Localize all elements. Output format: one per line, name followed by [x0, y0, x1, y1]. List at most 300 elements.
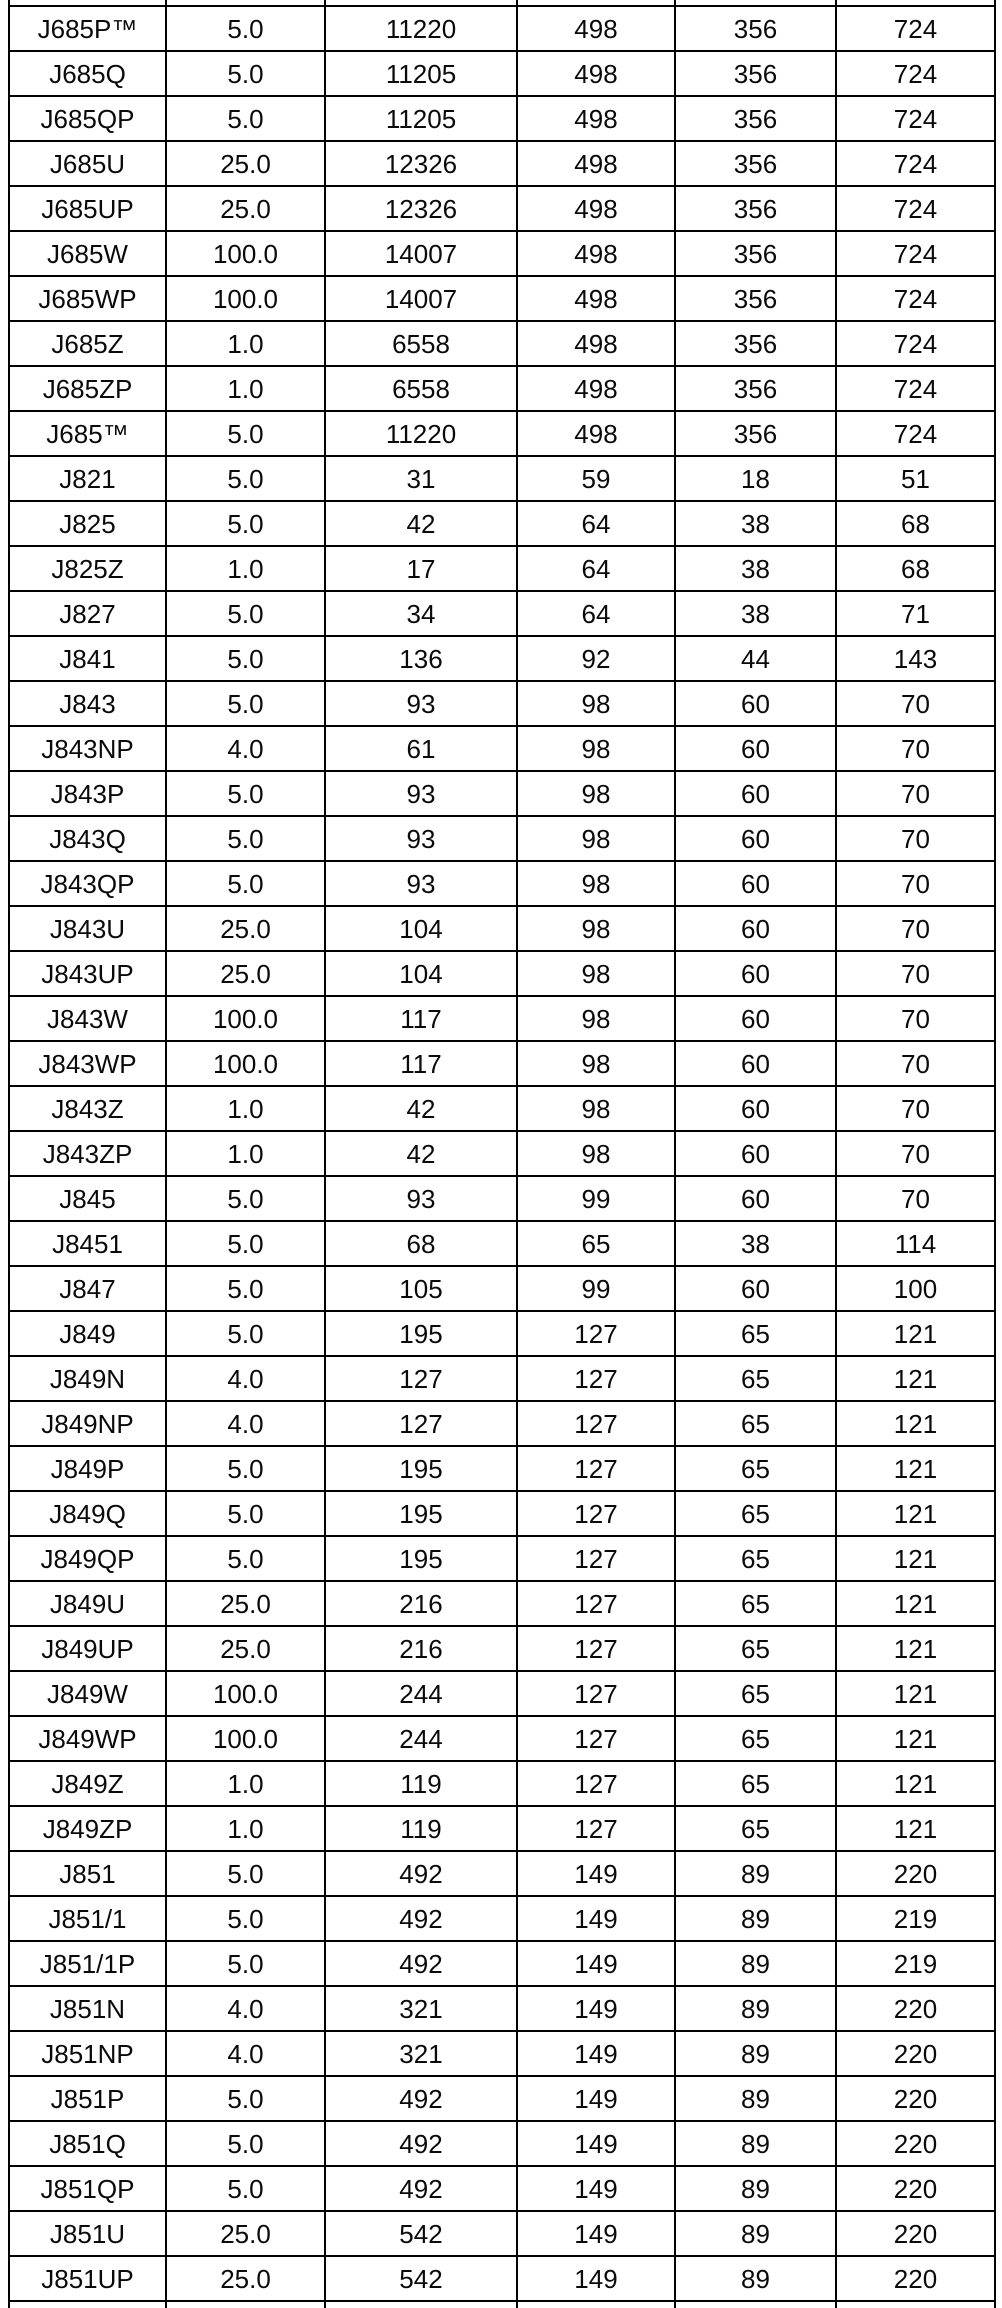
- table-cell: 25.0: [167, 2212, 324, 2255]
- table-cell: 11220: [326, 7, 516, 50]
- table-cell: [518, 0, 674, 5]
- table-cell: 321: [326, 1987, 516, 2030]
- table-cell: 5.0: [167, 1537, 324, 1580]
- table-cell: 60: [676, 997, 835, 1040]
- table-cell: 724: [837, 142, 994, 185]
- table-cell: 38: [676, 1222, 835, 1265]
- part-code-cell: J825Z: [10, 547, 165, 590]
- table-cell: 121: [837, 1672, 994, 1715]
- table-cell: 65: [676, 1537, 835, 1580]
- table-cell: 100.0: [167, 1672, 324, 1715]
- table-cell: 119: [326, 1762, 516, 1805]
- table-cell: 127: [326, 1402, 516, 1445]
- table-cell: 220: [837, 1987, 994, 2030]
- table-cell: 60: [676, 727, 835, 770]
- table-cell: 100.0: [167, 1717, 324, 1760]
- table-cell: 356: [676, 97, 835, 140]
- table-cell: 5.0: [167, 2122, 324, 2165]
- table-cell: 5.0: [167, 592, 324, 635]
- part-code-cell: J845: [10, 1177, 165, 1220]
- table-cell: 93: [326, 862, 516, 905]
- table-cell: 5.0: [167, 7, 324, 50]
- part-code-cell: J685Q: [10, 52, 165, 95]
- table-cell: 64: [518, 592, 674, 635]
- table-cell: 1.0: [167, 322, 324, 365]
- table-cell: 219: [837, 1897, 994, 1940]
- table-cell: 127: [518, 1807, 674, 1850]
- table-cell: 98: [518, 862, 674, 905]
- table-cell: 127: [518, 1357, 674, 1400]
- table-cell: 60: [676, 1132, 835, 1175]
- table-cell: 127: [518, 1537, 674, 1580]
- table-cell: 89: [676, 1942, 835, 1985]
- part-code-cell: J851NP: [10, 2032, 165, 2075]
- table-cell: 38: [676, 502, 835, 545]
- part-code-cell: J851/1P: [10, 1942, 165, 1985]
- table-cell: [326, 0, 516, 5]
- table-cell: 149: [518, 2122, 674, 2165]
- table-cell: 71: [837, 592, 994, 635]
- table-cell: 121: [837, 1762, 994, 1805]
- table-cell: 100: [837, 1267, 994, 1310]
- table-cell: 100.0: [167, 277, 324, 320]
- table-cell: 89: [676, 2167, 835, 2210]
- table-cell: 65: [676, 1627, 835, 1670]
- table-cell: 5.0: [167, 2167, 324, 2210]
- table-cell: 93: [326, 682, 516, 725]
- part-code-cell: J849NP: [10, 1402, 165, 1445]
- table-cell: 121: [837, 1717, 994, 1760]
- table-cell: 356: [676, 412, 835, 455]
- part-code-cell: J843Q: [10, 817, 165, 860]
- part-code-cell: J685ZP: [10, 367, 165, 410]
- table-cell: 42: [326, 502, 516, 545]
- table-cell: 92: [518, 637, 674, 680]
- table-cell: 121: [837, 1537, 994, 1580]
- table-cell: [837, 0, 994, 5]
- part-code-cell: J827: [10, 592, 165, 635]
- part-code-cell: J8451: [10, 1222, 165, 1265]
- table-cell: 121: [837, 1312, 994, 1355]
- table-cell: 195: [326, 1447, 516, 1490]
- table-cell: 11205: [326, 52, 516, 95]
- table-cell: 64: [518, 502, 674, 545]
- table-cell: 70: [837, 682, 994, 725]
- table-cell: 1.0: [167, 1132, 324, 1175]
- table-cell: 220: [837, 2167, 994, 2210]
- part-code-cell: J851N: [10, 1987, 165, 2030]
- table-cell: 5.0: [167, 1267, 324, 1310]
- table-cell: 1.0: [167, 1087, 324, 1130]
- table-cell: 98: [518, 952, 674, 995]
- table-cell: 98: [518, 1087, 674, 1130]
- table-cell: 65: [676, 1492, 835, 1535]
- table-cell: 70: [837, 862, 994, 905]
- table-cell: 65: [676, 1762, 835, 1805]
- table-cell: 356: [676, 187, 835, 230]
- table-cell: 89: [676, 2032, 835, 2075]
- table-cell: 44: [676, 637, 835, 680]
- table-cell: 724: [837, 97, 994, 140]
- table-cell: 114: [837, 1222, 994, 1265]
- table-cell: 60: [676, 862, 835, 905]
- table-cell: 4.0: [167, 1402, 324, 1445]
- table-cell: 89: [676, 1852, 835, 1895]
- table-cell: 5.0: [167, 1222, 324, 1265]
- table-cell: 98: [518, 772, 674, 815]
- table-cell: 60: [676, 1267, 835, 1310]
- table-cell: 70: [837, 1042, 994, 1085]
- table-cell: 89: [676, 1897, 835, 1940]
- table-cell: 127: [518, 1402, 674, 1445]
- parts-table: [8, 0, 996, 2308]
- part-code-cell: J849Z: [10, 1762, 165, 1805]
- part-code-cell: J851P: [10, 2077, 165, 2120]
- table-cell: 70: [837, 997, 994, 1040]
- table-cell: 100.0: [167, 232, 324, 275]
- part-code-cell: J849N: [10, 1357, 165, 1400]
- table-cell: 244: [326, 1717, 516, 1760]
- table-cell: 98: [518, 682, 674, 725]
- table-cell: 31: [326, 457, 516, 500]
- part-code-cell: [10, 2302, 165, 2308]
- table-cell: 70: [837, 727, 994, 770]
- table-cell: 220: [837, 2212, 994, 2255]
- table-cell: 1.0: [167, 1762, 324, 1805]
- table-cell: 127: [518, 1447, 674, 1490]
- table-cell: 127: [518, 1627, 674, 1670]
- table-cell: 5.0: [167, 1852, 324, 1895]
- table-cell: 127: [518, 1717, 674, 1760]
- table-cell: 498: [518, 232, 674, 275]
- table-cell: 25.0: [167, 142, 324, 185]
- table-cell: 65: [676, 1447, 835, 1490]
- table-cell: 60: [676, 1087, 835, 1130]
- table-cell: 68: [326, 1222, 516, 1265]
- part-code-cell: J849QP: [10, 1537, 165, 1580]
- table-cell: 70: [837, 1087, 994, 1130]
- table-cell: [518, 2302, 674, 2308]
- table-cell: 216: [326, 1582, 516, 1625]
- table-cell: 127: [518, 1762, 674, 1805]
- table-cell: 6558: [326, 322, 516, 365]
- table-cell: 117: [326, 997, 516, 1040]
- table-cell: 119: [326, 1807, 516, 1850]
- part-code-cell: J685U: [10, 142, 165, 185]
- table-cell: 724: [837, 52, 994, 95]
- table-cell: 38: [676, 592, 835, 635]
- table-cell: 65: [676, 1672, 835, 1715]
- table-cell: 149: [518, 2032, 674, 2075]
- part-code-cell: J843Z: [10, 1087, 165, 1130]
- table-cell: 195: [326, 1537, 516, 1580]
- table-cell: 89: [676, 2257, 835, 2300]
- part-code-cell: J847: [10, 1267, 165, 1310]
- table-cell: 89: [676, 2212, 835, 2255]
- table-cell: 98: [518, 907, 674, 950]
- part-code-cell: J685Z: [10, 322, 165, 365]
- table-cell: 60: [676, 1042, 835, 1085]
- table-cell: 5.0: [167, 1312, 324, 1355]
- table-cell: 321: [326, 2032, 516, 2075]
- table-cell: 127: [326, 1357, 516, 1400]
- table-cell: 492: [326, 1852, 516, 1895]
- table-cell: [326, 2302, 516, 2308]
- table-cell: 498: [518, 7, 674, 50]
- table-cell: 104: [326, 907, 516, 950]
- table-cell: 356: [676, 7, 835, 50]
- part-code-cell: J851: [10, 1852, 165, 1895]
- table-cell: 149: [518, 1852, 674, 1895]
- table-cell: 149: [518, 2212, 674, 2255]
- table-cell: 65: [518, 1222, 674, 1265]
- table-cell: 195: [326, 1492, 516, 1535]
- table-cell: 724: [837, 322, 994, 365]
- table-cell: 5.0: [167, 682, 324, 725]
- table-cell: 149: [518, 2257, 674, 2300]
- table-cell: 1.0: [167, 1807, 324, 1850]
- table-cell: 127: [518, 1492, 674, 1535]
- table-cell: 70: [837, 907, 994, 950]
- table-cell: 117: [326, 1042, 516, 1085]
- table-cell: 492: [326, 2167, 516, 2210]
- part-code-cell: J843QP: [10, 862, 165, 905]
- part-code-cell: J843P: [10, 772, 165, 815]
- part-code-cell: J825: [10, 502, 165, 545]
- table-cell: 60: [676, 1177, 835, 1220]
- table-cell: 4.0: [167, 1987, 324, 2030]
- table-cell: 93: [326, 1177, 516, 1220]
- table-cell: 98: [518, 727, 674, 770]
- table-cell: 14007: [326, 232, 516, 275]
- table-cell: 356: [676, 322, 835, 365]
- table-cell: 498: [518, 142, 674, 185]
- table-cell: 25.0: [167, 1582, 324, 1625]
- table-cell: 356: [676, 277, 835, 320]
- table-cell: 65: [676, 1402, 835, 1445]
- part-code-cell: J821: [10, 457, 165, 500]
- table-cell: 5.0: [167, 1897, 324, 1940]
- table-cell: 724: [837, 7, 994, 50]
- table-cell: [676, 0, 835, 5]
- table-cell: 127: [518, 1312, 674, 1355]
- table-cell: 219: [837, 1942, 994, 1985]
- table-cell: 121: [837, 1357, 994, 1400]
- part-code-cell: J843NP: [10, 727, 165, 770]
- table-cell: 65: [676, 1807, 835, 1850]
- table-cell: 99: [518, 1177, 674, 1220]
- table-cell: 105: [326, 1267, 516, 1310]
- part-code-cell: J849Q: [10, 1492, 165, 1535]
- table-cell: 5.0: [167, 97, 324, 140]
- table-cell: 89: [676, 2122, 835, 2165]
- table-cell: 724: [837, 412, 994, 455]
- table-cell: [837, 2302, 994, 2308]
- table-cell: 121: [837, 1627, 994, 1670]
- table-cell: 121: [837, 1582, 994, 1625]
- table-cell: 4.0: [167, 1357, 324, 1400]
- table-cell: 542: [326, 2257, 516, 2300]
- table-cell: 5.0: [167, 502, 324, 545]
- part-code-cell: J843ZP: [10, 1132, 165, 1175]
- part-code-cell: J685P™: [10, 7, 165, 50]
- table-cell: [676, 2302, 835, 2308]
- table-cell: 60: [676, 952, 835, 995]
- table-cell: 11220: [326, 412, 516, 455]
- table-cell: 25.0: [167, 2257, 324, 2300]
- table-cell: 4.0: [167, 727, 324, 770]
- table-cell: 149: [518, 1942, 674, 1985]
- table-cell: 70: [837, 1132, 994, 1175]
- table-cell: 127: [518, 1582, 674, 1625]
- table-cell: 70: [837, 1177, 994, 1220]
- table-cell: 89: [676, 2077, 835, 2120]
- table-cell: 60: [676, 907, 835, 950]
- table-cell: 220: [837, 2032, 994, 2075]
- table-cell: 127: [518, 1672, 674, 1715]
- table-cell: 68: [837, 547, 994, 590]
- table-cell: 5.0: [167, 1942, 324, 1985]
- table-cell: 65: [676, 1357, 835, 1400]
- part-code-cell: J851UP: [10, 2257, 165, 2300]
- table-cell: 498: [518, 97, 674, 140]
- table-cell: 5.0: [167, 457, 324, 500]
- table-cell: 65: [676, 1582, 835, 1625]
- table-cell: 60: [676, 817, 835, 860]
- table-cell: 98: [518, 997, 674, 1040]
- table-cell: 6558: [326, 367, 516, 410]
- table-cell: 244: [326, 1672, 516, 1715]
- table-cell: 51: [837, 457, 994, 500]
- table-cell: 59: [518, 457, 674, 500]
- table-cell: 100.0: [167, 997, 324, 1040]
- table-cell: 4.0: [167, 2032, 324, 2075]
- table-cell: 5.0: [167, 772, 324, 815]
- table-cell: 143: [837, 637, 994, 680]
- table-cell: 220: [837, 2077, 994, 2120]
- table-cell: 42: [326, 1132, 516, 1175]
- table-cell: 12326: [326, 142, 516, 185]
- part-code-cell: J851Q: [10, 2122, 165, 2165]
- table-cell: 5.0: [167, 1177, 324, 1220]
- table-cell: 498: [518, 187, 674, 230]
- table-cell: 38: [676, 547, 835, 590]
- part-code-cell: J851/1: [10, 1897, 165, 1940]
- table-cell: 99: [518, 1267, 674, 1310]
- table-cell: 724: [837, 277, 994, 320]
- part-code-cell: J849WP: [10, 1717, 165, 1760]
- table-cell: 121: [837, 1807, 994, 1850]
- table-cell: 136: [326, 637, 516, 680]
- table-cell: 220: [837, 2122, 994, 2165]
- table-cell: 121: [837, 1447, 994, 1490]
- table-cell: 5.0: [167, 1492, 324, 1535]
- table-cell: 93: [326, 817, 516, 860]
- table-cell: 498: [518, 412, 674, 455]
- part-code-cell: J843: [10, 682, 165, 725]
- table-cell: 498: [518, 277, 674, 320]
- table-cell: 42: [326, 1087, 516, 1130]
- table-cell: 498: [518, 322, 674, 365]
- table-cell: 498: [518, 52, 674, 95]
- table-cell: 149: [518, 2167, 674, 2210]
- table-cell: 149: [518, 1897, 674, 1940]
- part-code-cell: J849UP: [10, 1627, 165, 1670]
- table-cell: 5.0: [167, 52, 324, 95]
- table-cell: 104: [326, 952, 516, 995]
- table-cell: 98: [518, 1132, 674, 1175]
- table-cell: 492: [326, 2077, 516, 2120]
- table-cell: 68: [837, 502, 994, 545]
- table-cell: 25.0: [167, 952, 324, 995]
- table-cell: 5.0: [167, 862, 324, 905]
- part-code-cell: [10, 0, 165, 5]
- part-code-cell: J685W: [10, 232, 165, 275]
- table-cell: 492: [326, 1942, 516, 1985]
- table-cell: 195: [326, 1312, 516, 1355]
- table-cell: 14007: [326, 277, 516, 320]
- table-cell: 18: [676, 457, 835, 500]
- table-cell: 64: [518, 547, 674, 590]
- table-cell: 220: [837, 1852, 994, 1895]
- table-cell: 70: [837, 817, 994, 860]
- part-code-cell: J849W: [10, 1672, 165, 1715]
- part-code-cell: J841: [10, 637, 165, 680]
- table-cell: 1.0: [167, 367, 324, 410]
- part-code-cell: J843W: [10, 997, 165, 1040]
- table-cell: 492: [326, 1897, 516, 1940]
- table-cell: 216: [326, 1627, 516, 1670]
- table-cell: 220: [837, 2257, 994, 2300]
- table-cell: 61: [326, 727, 516, 770]
- table-cell: 60: [676, 682, 835, 725]
- table-cell: 25.0: [167, 907, 324, 950]
- table-cell: 12326: [326, 187, 516, 230]
- table-cell: 5.0: [167, 1447, 324, 1490]
- table-cell: 121: [837, 1402, 994, 1445]
- table-cell: 724: [837, 187, 994, 230]
- part-code-cell: J685™: [10, 412, 165, 455]
- table-cell: 11205: [326, 97, 516, 140]
- table-cell: [167, 0, 324, 5]
- table-cell: 149: [518, 1987, 674, 2030]
- table-cell: 724: [837, 367, 994, 410]
- table-cell: 5.0: [167, 637, 324, 680]
- part-code-cell: J849U: [10, 1582, 165, 1625]
- table-cell: 149: [518, 2077, 674, 2120]
- table-cell: 60: [676, 772, 835, 815]
- table-cell: 542: [326, 2212, 516, 2255]
- part-code-cell: J843U: [10, 907, 165, 950]
- part-code-cell: J849ZP: [10, 1807, 165, 1850]
- table-cell: 5.0: [167, 2077, 324, 2120]
- table-cell: 70: [837, 952, 994, 995]
- table-cell: 93: [326, 772, 516, 815]
- part-code-cell: J685UP: [10, 187, 165, 230]
- table-cell: 34: [326, 592, 516, 635]
- table-cell: 98: [518, 1042, 674, 1085]
- table-cell: 70: [837, 772, 994, 815]
- table-cell: 1.0: [167, 547, 324, 590]
- table-cell: 17: [326, 547, 516, 590]
- table-cell: 89: [676, 1987, 835, 2030]
- table-cell: 356: [676, 367, 835, 410]
- part-code-cell: J685WP: [10, 277, 165, 320]
- part-code-cell: J849: [10, 1312, 165, 1355]
- table-cell: 98: [518, 817, 674, 860]
- part-code-cell: J849P: [10, 1447, 165, 1490]
- table-cell: 492: [326, 2122, 516, 2165]
